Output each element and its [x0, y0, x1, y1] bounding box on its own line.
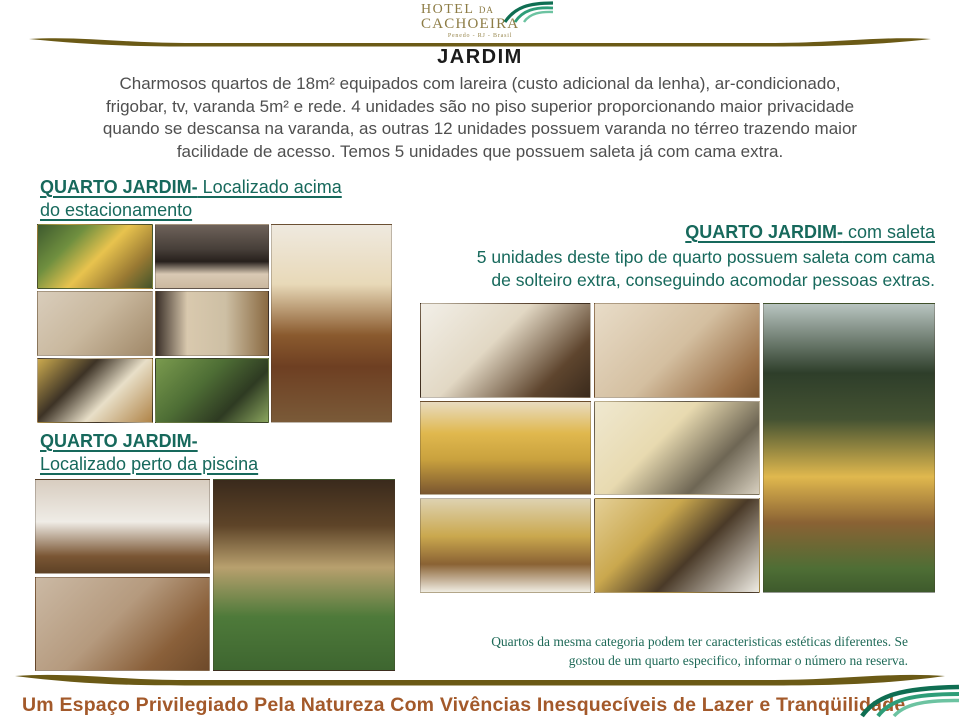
photo-collage-piscina [35, 479, 395, 671]
photo-yellow-house-exterior [37, 224, 153, 289]
note-line: gostou de um quarto especifico, informar o número na reserva. [568, 653, 908, 668]
photo-bathroom [37, 291, 153, 356]
photo-fireplace [155, 224, 269, 289]
logo-line2: CACHOEIRA [421, 16, 520, 32]
photo-bedroom-double-bed [35, 479, 210, 574]
photo-veranda-hammock [420, 401, 591, 496]
heading-line: do estacionamento [40, 200, 193, 220]
intro-line: facilidade de acesso. Temos 5 unidades que possuem saleta já com cama extra. [176, 141, 784, 161]
photo-bedroom-curtain-window [420, 303, 591, 398]
photo-building-exterior [763, 303, 935, 593]
photo-bathroom-shower [594, 303, 760, 398]
photo-bedroom-arched-ceiling [271, 224, 392, 423]
photo-collage-estacionamento [37, 224, 392, 423]
hotel-logo [421, 3, 539, 39]
heading-line: QUARTO JARDIM- Localizado acima [40, 177, 342, 197]
note-line: Quartos da mesma categoria podem ter caracteristicas estéticas diferentes. Se [491, 634, 908, 649]
logo-tagline: Penedo - RJ - Brasil [447, 33, 513, 39]
wave-swoosh-icon [856, 684, 960, 718]
logo-word-da: DA [478, 5, 494, 15]
heading-quarto-jardim-estacionamento [40, 176, 380, 222]
description-saleta [430, 246, 935, 292]
heading-quarto-jardim-piscina [40, 430, 380, 476]
photo-bedroom-window [37, 358, 153, 423]
photo-saleta-single-bed [594, 498, 760, 593]
photo-balcony-view [155, 358, 269, 423]
heading-quarto-jardim-saleta: QUARTO JARDIM- com saleta [685, 222, 935, 242]
description-line: de solteiro extra, conseguindo acomodar pessoas extras. [491, 270, 935, 290]
intro-line: Charmosos quartos de 18m² equipados com lareira (custo adicional da lenha), ar-condicionado, [119, 74, 841, 93]
category-note [430, 632, 908, 670]
bottom-divider-rule [10, 672, 950, 687]
page-title: JARDIM [437, 46, 523, 68]
intro-line: quando se descansa na varanda, as outras 12 unidades possuem varanda no térreo trazendo maior [102, 119, 858, 138]
intro-line: frigobar, tv, varanda 5m² e rede. 4 unidades são no piso superior proporcionando maior privacidade [105, 96, 855, 116]
intro-paragraph [40, 73, 920, 163]
photo-collage-saleta [420, 303, 935, 593]
heading-line: QUARTO JARDIM- [40, 431, 198, 451]
photo-bedroom-tv [420, 498, 591, 593]
heading-line: Localizado perto da piscina [40, 454, 259, 474]
logo-word-hotel: HOTEL [421, 2, 474, 17]
wave-swoosh-icon [503, 1, 555, 23]
footer-slogan: Um Espaço Privilegiado Pela Natureza Com Vivências Inesquecíveis de Lazer e Tranqüilidade [22, 694, 906, 716]
description-line: 5 unidades deste tipo de quarto possuem saleta com cama [476, 247, 935, 267]
photo-bathroom-marble [35, 577, 210, 672]
photo-room-with-fan [594, 401, 760, 496]
photo-room-corridor [155, 291, 269, 356]
photo-veranda-plants [213, 479, 395, 671]
